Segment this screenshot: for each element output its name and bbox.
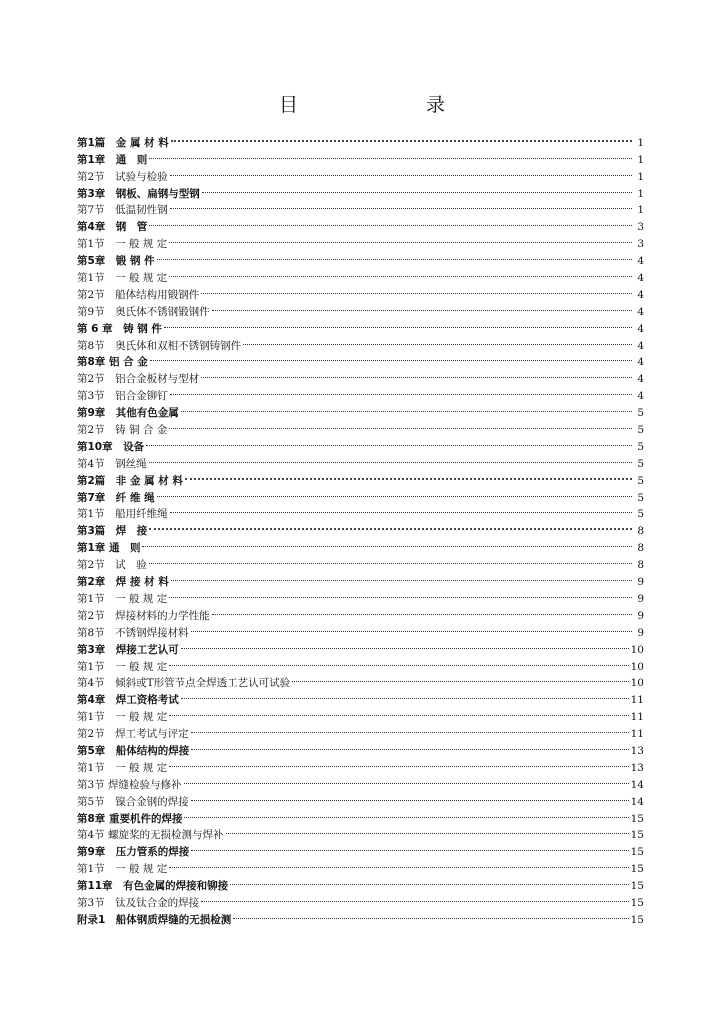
dot-leader — [169, 754, 628, 771]
dot-leader — [164, 315, 632, 332]
toc-entry-label: 第5章 船体结构的焊接 — [77, 744, 190, 757]
toc-page-number: 13 — [630, 761, 644, 774]
toc-page-number: 5 — [637, 407, 644, 420]
toc-page-number: 5 — [637, 440, 644, 453]
toc-entry-label: 第9节 奥氏体不锈钢锻钢件 — [77, 305, 210, 318]
toc-page-number: 3 — [637, 221, 644, 234]
toc-entry-label: 第2节 试验与检验 — [77, 170, 168, 183]
toc-page-number: 13 — [630, 744, 644, 757]
toc-entry-label: 第11章 有色金属的焊接和铆接 — [77, 880, 229, 893]
toc-chapter-entry[interactable] — [77, 568, 644, 589]
dot-leader — [201, 889, 628, 906]
toc-entry-label: 附录1 船体钢质焊缝的无损检测 — [77, 913, 232, 926]
toc-entry-label: 第 6 章 铸 钢 件 — [77, 322, 162, 335]
toc-section-entry[interactable] — [77, 551, 644, 572]
toc-entry-label: 第2章 焊 接 材 料 — [77, 576, 169, 589]
toc-entry-label: 第3章 焊接工艺认可 — [77, 643, 179, 656]
dot-leader — [212, 298, 632, 315]
toc-chapter-entry[interactable] — [77, 534, 644, 555]
dot-leader — [191, 720, 629, 737]
dot-leader — [169, 230, 632, 247]
toc-entry-label: 第2节 试 验 — [77, 559, 147, 572]
dot-leader — [184, 805, 628, 822]
dot-leader — [191, 737, 628, 754]
toc-entry-label: 第3节 铝合金铆钉 — [77, 390, 168, 403]
toc-page-number: 1 — [637, 136, 644, 149]
dot-leader — [191, 838, 628, 855]
toc-entry-label: 第4章 钢 管 — [77, 221, 148, 234]
dot-leader — [201, 281, 632, 298]
toc-entry-label: 第10章 设备 — [77, 440, 145, 453]
dot-leader — [201, 365, 632, 382]
toc-entry-label: 第1篇 金 属 材 料 — [77, 136, 169, 149]
toc-page-number: 15 — [630, 863, 644, 876]
toc-page-number: 5 — [637, 457, 644, 470]
toc-entry-label: 第4节 螺旋桨的无损检测与焊补 — [77, 829, 224, 842]
toc-page-number: 15 — [630, 896, 644, 909]
dot-leader — [169, 585, 632, 602]
toc-entry-label: 第1节 一 般 规 定 — [77, 238, 168, 251]
toc-page-number: 1 — [637, 187, 644, 200]
toc-page-number: 4 — [637, 322, 644, 335]
dot-leader — [202, 180, 632, 197]
toc-page-number: 4 — [637, 255, 644, 268]
dot-leader — [169, 855, 628, 872]
toc-page-number: 4 — [637, 288, 644, 301]
toc-part-entry[interactable] — [77, 517, 644, 538]
toc-page-number: 9 — [637, 609, 644, 622]
dot-leader — [243, 332, 632, 349]
dot-leader — [181, 636, 629, 653]
toc-page-number: 10 — [630, 643, 644, 656]
toc-section-entry[interactable] — [77, 230, 644, 251]
toc-page-number: 4 — [637, 390, 644, 403]
dot-leader — [157, 247, 632, 264]
dot-leader — [171, 568, 632, 585]
toc-chapter-entry[interactable] — [77, 349, 644, 369]
toc-page-number: 4 — [637, 339, 644, 352]
toc-entry-label: 第7节 低温韧性钢 — [77, 204, 168, 217]
toc-chapter-entry[interactable] — [77, 484, 644, 504]
toc-entry-label: 第4节 倾斜或T形管节点全焊透工艺认可试验 — [77, 677, 291, 690]
toc-entry-label: 第3节 钛及钛合金的焊接 — [77, 896, 200, 909]
toc-entry-label: 第2节 焊接材料的力学性能 — [77, 609, 210, 622]
toc-part-entry[interactable] — [77, 129, 644, 149]
dot-leader — [170, 501, 632, 518]
toc-entry-label: 第1章 通 则 — [77, 542, 141, 555]
toc-entry-label: 第8节 奥氏体和双相不锈钢铸钢件 — [77, 339, 242, 352]
dot-leader — [169, 653, 628, 670]
toc-page-number: 5 — [637, 424, 644, 437]
toc-entry-label: 第1节 一 般 规 定 — [77, 761, 168, 774]
toc-entry-label: 第9章 压力管系的焊接 — [77, 846, 190, 859]
toc-page-number: 10 — [630, 677, 644, 690]
dot-leader — [191, 619, 632, 636]
toc-entry-label: 第5节 镍合金钢的焊接 — [77, 795, 189, 808]
dot-leader — [212, 602, 632, 619]
dot-leader — [191, 788, 629, 805]
dot-leader — [149, 450, 632, 467]
dot-leader — [171, 129, 632, 146]
toc-page-number: 15 — [630, 812, 644, 825]
toc-entry-label: 第8节 不锈钢焊接材料 — [77, 626, 189, 639]
dot-leader — [170, 163, 632, 180]
toc-page-number: 14 — [630, 778, 644, 791]
toc-page-number: 5 — [637, 508, 644, 521]
toc-entry-label: 第5章 锻 钢 件 — [77, 255, 155, 268]
toc-chapter-entry[interactable] — [77, 433, 644, 453]
dot-leader — [185, 467, 632, 484]
dot-leader — [181, 399, 632, 416]
toc-entry-label: 第1章 通 则 — [77, 153, 148, 166]
toc-entry-label: 第4节 钢丝绳 — [77, 457, 147, 470]
toc-page-number: 8 — [637, 542, 644, 555]
dot-leader — [181, 686, 629, 703]
toc-section-entry[interactable] — [77, 264, 644, 285]
dot-leader — [169, 703, 628, 720]
toc-page-number: 15 — [630, 846, 644, 859]
toc-page-number: 4 — [637, 356, 644, 369]
toc-chapter-entry[interactable] — [77, 247, 644, 268]
toc-chapter-entry[interactable] — [77, 146, 644, 166]
toc-page-number: 15 — [630, 880, 644, 893]
toc-page-number: 10 — [630, 660, 644, 673]
dot-leader — [230, 872, 629, 889]
toc-page-number: 11 — [630, 728, 644, 741]
toc-page-number: 4 — [637, 272, 644, 285]
toc-page-number: 11 — [630, 711, 644, 724]
dot-leader — [142, 534, 632, 551]
toc-chapter-entry[interactable] — [77, 213, 644, 234]
dot-leader — [170, 382, 632, 399]
toc-entry-label: 第8章 铝 合 金 — [77, 356, 148, 369]
toc-page-number: 4 — [637, 373, 644, 386]
toc-page-number: 4 — [637, 305, 644, 318]
toc-page-number: 1 — [637, 204, 644, 217]
toc-entry-label: 第2节 铸 铜 合 金 — [77, 424, 168, 437]
toc-page-number: 1 — [637, 153, 644, 166]
toc-list — [77, 129, 644, 926]
dot-leader — [184, 771, 629, 788]
toc-page-number: 5 — [637, 491, 644, 504]
dot-leader — [292, 670, 628, 687]
dot-leader — [226, 822, 629, 839]
toc-entry-label: 第2节 船体结构用锻钢件 — [77, 288, 200, 301]
toc-entry-label: 第1节 一 般 规 定 — [77, 863, 168, 876]
dot-leader — [170, 197, 632, 214]
toc-part-entry[interactable] — [77, 467, 644, 487]
toc-page-number: 8 — [637, 525, 644, 538]
toc-page-number: 9 — [637, 626, 644, 639]
dot-leader — [149, 517, 632, 534]
dot-leader — [146, 433, 632, 450]
toc-entry-label: 第1节 船用纤维绳 — [77, 508, 168, 521]
dot-leader — [169, 264, 632, 281]
toc-page-number: 15 — [630, 913, 644, 926]
toc-entry-label: 第3节 焊缝检验与修补 — [77, 778, 182, 791]
toc-page-number: 8 — [637, 559, 644, 572]
toc-page-number: 1 — [637, 170, 644, 183]
toc-page-number: 5 — [637, 474, 644, 487]
toc-entry-label: 第2篇 非 金 属 材 料 — [77, 474, 183, 487]
page-title: 目 录 — [278, 94, 475, 116]
toc-entry-label: 第2节 焊工考试与评定 — [77, 728, 189, 741]
toc-section-entry[interactable] — [77, 450, 644, 470]
toc-page-number: 3 — [637, 238, 644, 251]
toc-entry-label: 第1节 一 般 规 定 — [77, 592, 168, 605]
dot-leader — [149, 551, 632, 568]
toc-entry-label: 第1节 一 般 规 定 — [77, 711, 168, 724]
toc-section-entry[interactable] — [77, 163, 644, 183]
toc-page-number: 11 — [630, 694, 644, 707]
dot-leader — [149, 213, 632, 230]
dot-leader — [157, 484, 632, 501]
toc-page-number: 9 — [637, 576, 644, 589]
toc-entry-label: 第3章 钢板、扁钢与型钢 — [77, 187, 200, 200]
toc-entry-label: 第1节 一 般 规 定 — [77, 660, 168, 673]
toc-entry-label: 第2节 铝合金板材与型材 — [77, 373, 200, 386]
dot-leader — [233, 906, 628, 923]
toc-entry-label: 第4章 焊工资格考试 — [77, 694, 179, 707]
toc-section-entry[interactable] — [77, 365, 644, 386]
dot-leader — [149, 146, 632, 163]
toc-entry-label: 第8章 重要机件的焊接 — [77, 812, 183, 825]
toc-section-entry[interactable] — [77, 501, 644, 521]
toc-entry-label: 第3篇 焊 接 — [77, 525, 148, 538]
dot-leader — [150, 349, 632, 366]
toc-entry-label: 第9章 其他有色金属 — [77, 407, 179, 420]
toc-page-number: 9 — [637, 592, 644, 605]
toc-page-number: 15 — [630, 829, 644, 842]
dot-leader — [169, 416, 632, 433]
toc-entry-label: 第7章 纤 维 绳 — [77, 491, 155, 504]
toc-entry-label: 第1节 一 般 规 定 — [77, 272, 168, 285]
toc-page-number: 14 — [630, 795, 644, 808]
